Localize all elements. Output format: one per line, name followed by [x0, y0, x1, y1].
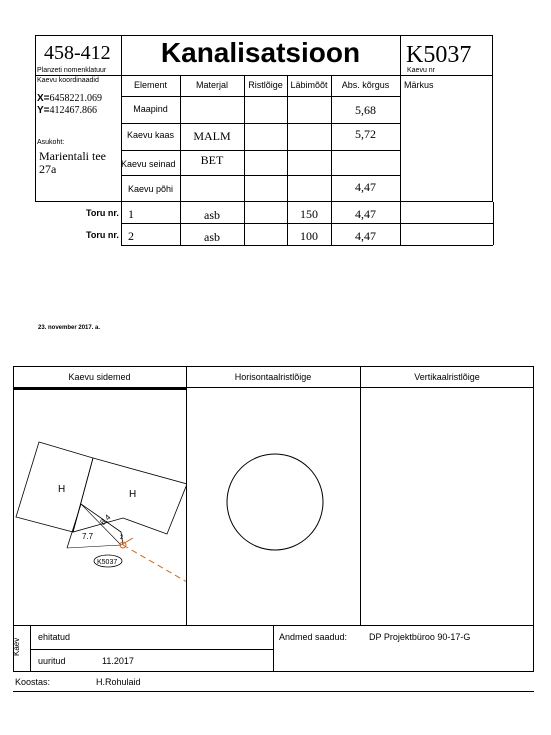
house-left	[16, 442, 93, 532]
well-number-label: Kaevu nr	[407, 67, 436, 74]
pipe-material: asb	[204, 208, 220, 222]
pipe-label: Toru nr.	[86, 230, 119, 240]
side-label: Kaev	[12, 637, 21, 656]
pipe-number: 1	[128, 207, 134, 221]
status-built: ehitatud	[38, 632, 71, 642]
nomenclature-label: Planzeti nomenklatuur	[37, 67, 107, 74]
row-height: 4,47	[355, 180, 376, 194]
document-date: 23. november 2017. a.	[38, 325, 101, 331]
col-vertical: Vertikaalristlõige	[414, 372, 480, 382]
nomenclature-value: 458-412	[44, 42, 111, 64]
col-element: Element	[133, 80, 168, 90]
well-number: K5037	[406, 42, 472, 68]
author-value: H.Rohulaid	[96, 677, 141, 687]
row-element: Kaevu kaas	[126, 130, 175, 140]
location-label: Asukoht:	[37, 139, 65, 146]
coord-x: X=6458221.069	[37, 93, 103, 104]
col-cross: Ristlõige	[248, 80, 283, 90]
col-sidemed: Kaevu sidemed	[68, 372, 131, 382]
col-note: Märkus	[404, 80, 434, 90]
dim-8-4: 8.4	[98, 512, 113, 527]
dim-7-7: 7.7	[82, 532, 94, 541]
house-right-label: H	[129, 489, 137, 500]
well-tag: K5037	[97, 559, 118, 566]
pipe-number: 2	[128, 229, 134, 243]
pipe-diameter: 150	[300, 207, 318, 221]
row-element: Kaevu seinad	[121, 159, 176, 169]
author-label: Koostas:	[15, 677, 51, 687]
house-left-label: H	[58, 484, 66, 495]
col-material: Materjal	[195, 80, 228, 90]
row-height: 5,72	[355, 127, 376, 141]
status-surveyed: uuritud	[38, 656, 66, 666]
location-value: Marientali tee 27a	[39, 149, 106, 176]
pipe-height: 4,47	[355, 229, 376, 243]
well-circle	[227, 454, 323, 550]
row-element: Maapind	[133, 104, 168, 114]
row-material: BET	[200, 153, 224, 167]
col-horizontal: Horisontaalristlõige	[234, 372, 312, 382]
coords-label: Kaevu koordinaadid	[37, 77, 99, 84]
page-title: Kanalisatsioon	[160, 37, 361, 68]
dim-2: 2	[120, 535, 124, 541]
coord-y: Y=412467.866	[37, 105, 98, 116]
col-diameter: Läbimõõt	[290, 80, 328, 90]
site-sketch	[13, 388, 186, 626]
horizontal-section	[186, 388, 360, 626]
source-value: DP Projektbüroo 90-17-G	[369, 632, 471, 642]
pipe-diameter: 100	[300, 229, 318, 243]
row-material: MALM	[193, 129, 231, 143]
survey-date: 11.2017	[102, 656, 134, 666]
source-label: Andmed saadud:	[279, 632, 348, 642]
pipe-material: asb	[204, 230, 220, 244]
pipe-label: Toru nr.	[86, 208, 119, 218]
col-height: Abs. kõrgus	[341, 80, 390, 90]
row-element: Kaevu põhi	[127, 184, 174, 194]
pipe-height: 4,47	[355, 207, 376, 221]
row-height: 5,68	[355, 103, 376, 117]
pipe-line	[123, 545, 186, 582]
